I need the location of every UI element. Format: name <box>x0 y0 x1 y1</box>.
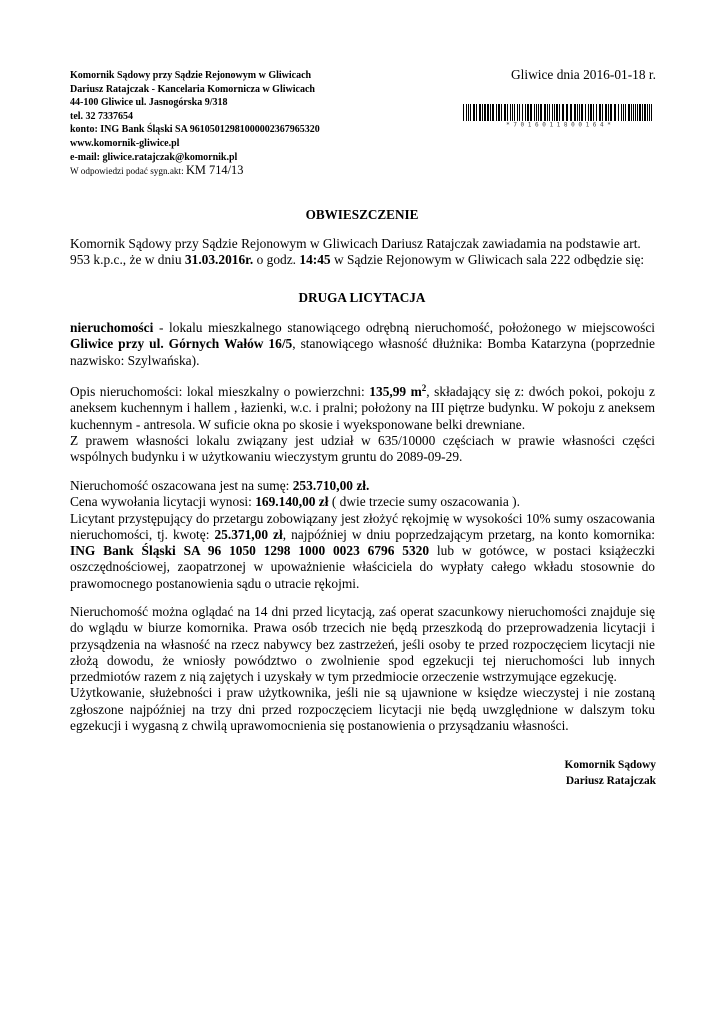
case-reference-label: W odpowiedzi podać sygn.akt: <box>70 166 184 177</box>
barcode-bar <box>504 104 506 121</box>
valuation-amount: 253.710,00 zł. <box>292 478 370 493</box>
barcode-bar <box>468 104 469 121</box>
signature-name: Dariusz Ratajczak <box>565 775 656 787</box>
document-title: OBWIESZCZENIE <box>305 207 419 222</box>
valuation-paragraph: Nieruchomość oszacowana jest na sumę: 253.710,00 zł. Cena wywołania licytacji wynosi: 169.140,00 zł ( dwie trzecie sumy oszacowania ). Licytant przystępujący do przetargu zobowiązany jest złożyć rękojmię w wysokości 10% sumy oszacowania nieruchomości, tj. kwotę: 25.371,00 zł, najpóźniej w dniu poprzedzającym przetarg, na konto komornika: ING Bank Śląski SA 96 1050 1298 1000 0023 6796 5320 lub w gotówce, w postaci książeczki oszczędnościowej, zaopatrzonej w upoważnienie właściciela do wypłaty całego wkładu stosownie do prawomocnego postanowienia sądu o utracie rękojmi. <box>70 478 656 591</box>
barcode-bar <box>522 104 523 121</box>
intro-line-1: Komornik Sądowy przy Sądzie Rejonowym w Gliwicach Dariusz Ratajczak zawiadamia na podstawie art. <box>70 236 641 251</box>
office-header <box>70 69 400 179</box>
usufruct-text: Użytkowanie, służebności i praw użytkownika, jeśli nie są ujawnione w księdze wieczystej i nie zostaną zgłoszone najpóźniej na trzy dni przed rozpoczęciem licytacji nie będą uwzględnione w dalszym toku egzekucji i wygasną z chwilą uprawomocnienia się postanowienia o przysądzaniu własności. <box>70 685 655 734</box>
office-phone: tel. 32 7337654 <box>70 110 134 122</box>
barcode-bar <box>570 104 572 121</box>
deposit-amount: 25.371,00 zł <box>214 526 283 542</box>
barcode-bar <box>496 104 497 121</box>
barcode-bar <box>476 104 477 121</box>
barcode-bar <box>556 104 558 121</box>
barcode-bar <box>596 104 597 121</box>
auction-title: DRUGA LICYTACJA <box>298 290 426 305</box>
barcode-bar <box>621 104 622 121</box>
barcode-bar <box>633 104 634 121</box>
barcode-bar <box>510 104 511 121</box>
barcode-bar <box>605 104 607 121</box>
barcode-bar <box>581 104 583 121</box>
barcode-bar <box>562 104 564 121</box>
bank-account: ING Bank Śląski SA 96 1050 1298 1000 0023 6796 5320 <box>70 543 430 559</box>
barcode-bar <box>525 104 526 121</box>
barcode-bar <box>554 104 555 121</box>
barcode-bar <box>585 104 586 121</box>
barcode-bar <box>538 104 539 121</box>
barcode-bar <box>501 104 502 121</box>
bailiff-office: Dariusz Ratajczak - Kancelaria Komornicza w Gliwicach <box>70 83 315 95</box>
barcode-bar <box>647 104 648 121</box>
barcode-bar <box>602 104 603 121</box>
office-account: konto: ING Bank Śląski SA 96105012981000002367965320 <box>70 124 320 136</box>
office-name: Komornik Sądowy przy Sądzie Rejonowym w Gliwicach <box>70 70 312 81</box>
barcode-bar <box>644 104 646 121</box>
signature-block <box>565 757 656 789</box>
barcode <box>463 104 654 127</box>
barcode-bar <box>649 104 650 121</box>
case-reference-number: KM 714/13 <box>185 163 244 178</box>
barcode-bar <box>517 104 518 121</box>
barcode-bar <box>593 104 594 121</box>
barcode-bar <box>614 104 616 121</box>
barcode-bar <box>484 104 486 121</box>
barcode-bar <box>651 104 652 121</box>
barcode-bar <box>552 104 553 121</box>
barcode-bar <box>473 104 475 121</box>
barcode-bar <box>608 104 609 121</box>
barcode-bar <box>514 104 515 121</box>
inspection-paragraph <box>70 604 655 734</box>
intro-paragraph <box>70 236 655 269</box>
property-area: 135,99 $m^2$ <box>369 383 427 399</box>
barcode-bar <box>498 104 500 121</box>
barcode-bar <box>512 104 513 121</box>
barcode-bar <box>639 104 641 121</box>
office-address: 44-100 Gliwice ul. Jasnogórska 9/318 <box>70 97 228 109</box>
barcode-bar <box>610 104 612 121</box>
barcode-bar <box>487 104 489 121</box>
barcode-bar <box>507 104 508 121</box>
barcode-bar <box>618 104 619 121</box>
barcode-bar <box>579 104 580 121</box>
barcode-bar <box>588 104 589 121</box>
barcode-bar <box>540 104 542 121</box>
barcode-bar <box>463 104 464 121</box>
case-reference <box>70 164 400 179</box>
barcode-bar <box>599 104 601 121</box>
call-price: 169.140,00 zł <box>255 494 329 510</box>
barcode-bar <box>547 104 548 121</box>
barcode-bar <box>625 104 626 121</box>
barcode-bar <box>623 104 624 121</box>
barcode-bar <box>577 104 578 121</box>
barcode-bar <box>544 104 546 121</box>
barcode-bar <box>549 104 550 121</box>
barcode-bar <box>530 104 532 121</box>
office-website: www.komornik-gliwice.pl <box>70 137 180 149</box>
barcode-bar <box>470 104 471 121</box>
barcode-bar <box>628 104 630 121</box>
office-email: e-mail: gliwice.ratajczak@komornik.pl <box>70 151 238 163</box>
intro-line-2: 953 k.p.c., że w dniu 31.03.2016r. o godz. 14:45 w Sądzie Rejonowym w Gliwicach sala 222 odbędzie się: <box>70 252 645 268</box>
barcode-digits: * 7 0 1 6 0 1 1 8 0 0 1 6 4 * <box>506 121 611 127</box>
inspection-text: Nieruchomość można oglądać na 14 dni przed licytacją, zaś operat szacunkowy nieruchomości znajduje się do wglądu w biurze komornika. Prawa osób trzecich nie będą przeszkodą do przeprowadzenia licytacji i przysądzenia na własność na rzecz nabywcy bez zastrzeżeń, jeśli osoby te przed rozpoczęciem licytacji nie złożą dowodu, że wniosły powództwo o zwolnienie spod egzekucji tej nieruchomości lub innych przedmiotów razem z nią zajętych i uzyskały w tym przedmiocie orzeczenie wstrzymujące egzekucję. <box>70 604 655 685</box>
auction-date: 31.03.2016r. <box>184 252 254 268</box>
ownership-text: Z prawem własności lokalu związany jest udział w 635/10000 częściach w prawie własności części wspólnych budynku i w użytkowaniu wieczystym gruntu do 2089-09-29. <box>70 432 655 465</box>
barcode-bar <box>492 104 494 121</box>
barcode-bar <box>534 104 535 121</box>
barcode-bar <box>631 104 632 121</box>
barcode-bar <box>642 104 643 121</box>
barcode-bar <box>466 104 467 121</box>
auction-time: 14:45 <box>299 252 331 268</box>
property-paragraph: nieruchomości - lokalu mieszkalnego stanowiącego odrębną nieruchomość, położonego w miejscowości Gliwice przy ul. Górnych Wałów 16/5, stanowiącego własność dłużnika: Bomba Katarzyna (poprzednie nazwisko: Szylwańska). <box>70 320 655 368</box>
signature-title: Komornik Sądowy <box>564 759 656 771</box>
barcode-bar <box>635 104 636 121</box>
barcode-bar <box>590 104 592 121</box>
barcode-bar <box>559 104 560 121</box>
barcode-bar <box>527 104 529 121</box>
barcode-bar <box>479 104 481 121</box>
barcode-bar <box>519 104 520 121</box>
description-paragraph: Opis nieruchomości: lokal mieszkalny o powierzchni: 135,99 $m^2$, składający się z: dwóch pokoi, pokoju z aneksem kuchennym i hallem , łazienki, w.c. i pralni; położony na III piętrze budynku. W pokoju z aneksem kuchennym - antresola. W suficie okna po skosie i wyeksponowane belki drewniane. Z prawem własności lokalu związany jest udział w 635/10000 częściach w prawie własności części wspólnych budynku i w użytkowaniu wieczystym gruntu do 2089-09-29. <box>70 383 655 465</box>
barcode-bar <box>482 104 483 121</box>
property-label: nieruchomości <box>70 320 154 335</box>
barcode-bar <box>490 104 491 121</box>
barcode-bar <box>536 104 537 121</box>
property-location: Gliwice przy ul. Górnych Wałów 16/5 <box>70 336 293 352</box>
document-date: Gliwice dnia 2016-01-18 r. <box>510 67 656 82</box>
barcode-bar <box>637 104 638 121</box>
barcode-bar <box>574 104 576 121</box>
barcode-bar <box>566 104 568 121</box>
